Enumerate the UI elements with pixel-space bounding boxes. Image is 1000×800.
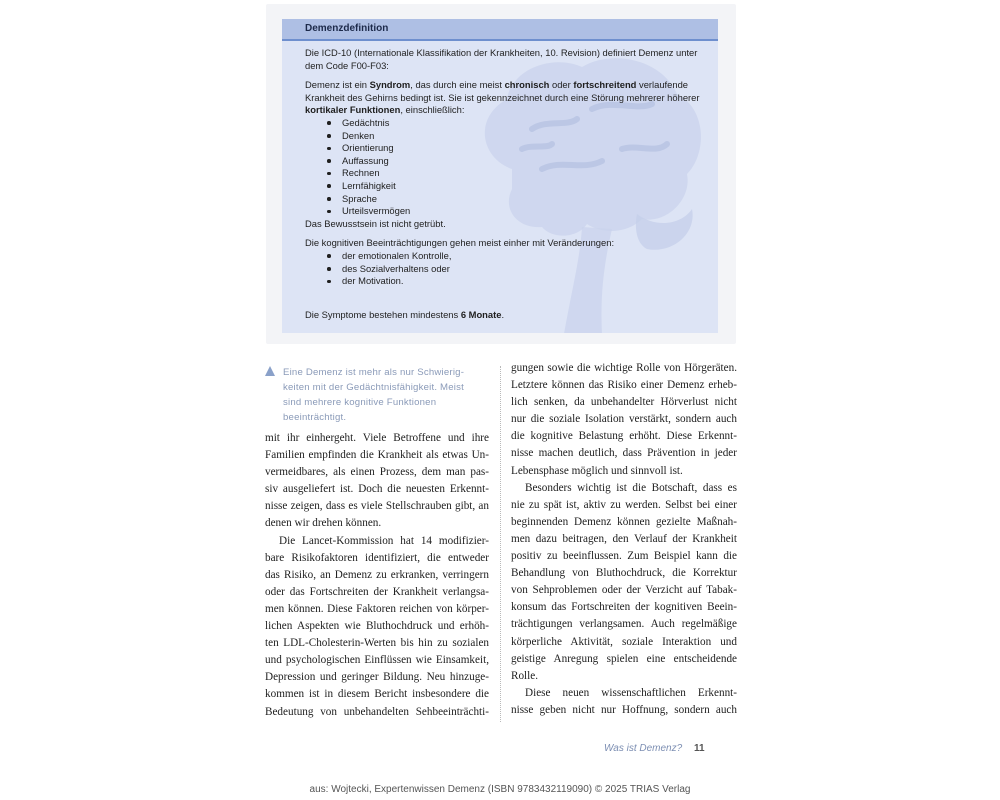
caption-line: beeinträchtigt. [283,412,347,423]
cortical-functions-list [305,117,705,218]
text-line: kommen ist in diesem Bericht insbesondere die [265,688,489,701]
paragraph [511,360,737,480]
text-line: denen wir drehen können. [265,517,382,530]
caption-line: Eine Demenz ist mehr als nur Schwierig- [283,367,465,378]
text-line: körperliche Aktivität, soziale Interaktion und [511,635,737,648]
text-line: ten LDL-Cholesterin-Werten bis hin zu sozialen [265,637,489,650]
list-item: Sprache [305,193,705,206]
running-footer-chapter: Was ist Demenz? [604,743,683,754]
paragraph [511,685,737,719]
text-line: Depression und geringer Bildung. Neu hinzuge- [265,671,489,684]
text-line: und psychologischen Einflüssen wie Einsamkeit, [265,654,489,667]
definition-box-body [282,41,718,333]
text-line: das Risiko, an Demenz zu erkranken, verringern [265,568,489,581]
text-line: bare Risikofaktoren identifiziert, die entweder [265,551,489,564]
text-line: men können. Diese Faktoren reichen von körper- [265,602,489,615]
text-line: Die Lancet-Kommission hat 14 modifizier- [279,534,489,547]
text-line: Behandlung von Bluthochdruck, die Korrektur [511,567,737,580]
left-column [265,430,489,721]
text-line: Diese neuen wissenschaftlichen Erkennt- [525,686,737,699]
paragraph [265,430,489,533]
definition-text [305,47,705,321]
text-line: lich senken, da unbehandelter Hörverlust nicht [511,396,737,409]
text-line: konsum das Fortschreiten der kognitiven Beein- [511,601,737,614]
source-attribution: aus: Wojtecki, Expertenwissen Demenz (ISBN 9783432119090) © 2025 TRIAS Verlag [309,784,691,795]
text-line: oder das Fortschreiten der Krankheit verlangsa- [265,585,489,598]
text-line: beginnenden Demenz können gezielte Maßnah- [511,515,737,528]
syndrome-definition: Demenz ist ein Syndrom, das durch eine meist chronisch oder fortschreitend verlaufende Krankheit des Gehirns bedingt ist. Sie ist gekennzeichnet durch eine Störung mehrerer höherer kortikaler Funktionen, einschließlich: [305,79,700,116]
list-item: Gedächtnis [305,117,705,130]
column-divider [500,366,501,722]
text-line: mit ihr einhergeht. Viele Betroffene und ihre [265,432,489,444]
list-item: des Sozialverhaltens oder [305,263,705,276]
list-item: Auffassung [305,155,705,168]
text-line: lichen Aspekten wie Bluthochdruck und erhöh- [265,620,489,633]
text-line: Lebensphase möglich und sinnvoll ist. [511,464,683,477]
text-line: nur die soziale Isolation verstärkt, sondern auch [511,413,737,426]
figure-caption [283,365,493,425]
text-line: siv ausgeliefert ist. Doch die neuesten Erkennt- [265,483,489,496]
list-item: Orientierung [305,142,705,155]
caption-triangle-icon [265,366,275,376]
text-line: trächtigungen verlangsamen. Auch regelmäßige [511,618,737,631]
list-item: der Motivation. [305,275,705,288]
text-line: vermeidbares, als einen Prozess, dem man pas- [265,466,489,479]
text-line: men dazu beitragen, den Verlauf der Krankheit [511,532,737,545]
list-item: Rechnen [305,167,705,180]
text-line: Letztere können das Risiko einer Demenz erheb- [511,379,737,392]
list-item: Denken [305,130,705,143]
text-line: Familien empfinden die Krankheit als etwas Un- [265,449,489,462]
caption-line: sind mehrere kognitive Funktionen [283,397,437,408]
paragraph [265,533,489,721]
page-number: 11 [694,743,705,754]
text-line: die kognitive Belastung erhöht. Diese Erkennt- [511,430,737,443]
text-line: von Sehproblemen oder der Verzicht auf Tabak- [511,584,737,597]
consciousness-note: Das Bewusstsein ist nicht getrübt. [305,217,446,229]
text-line: positiv zu beeinflussen. Zum Beispiel kann die [511,550,737,563]
text-line: Bedeutung von unbehandelten Sehbeeinträchti- [265,705,489,718]
text-line: nisse zeigen, dass es viele Stellschrauben gibt, an [265,500,489,513]
text-line: geistige Anregung spielen eine entscheidende [511,652,737,665]
text-line: Besonders wichtig ist die Botschaft, dass es [525,481,737,494]
paragraph [511,480,737,685]
text-line: nisse geben nicht nur Hoffnung, sondern auch [511,703,737,716]
right-column [511,360,737,719]
list-item: Lernfähigkeit [305,180,705,193]
changes-intro: Die kognitiven Beeinträchtigungen gehen meist einher mit Veränderungen: [305,237,615,249]
text-line: nie zu spät ist, aktiv zu werden. Selbst bei einer [511,498,737,511]
text-line: gungen sowie die wichtige Rolle von Hörgeräten. [511,362,737,374]
definition-box-title: Demenzdefinition [305,23,389,34]
caption-line: keiten mit der Gedächtnisfähigkeit. Meist [283,382,464,393]
list-item: der emotionalen Kontrolle, [305,250,705,263]
definition-box-header [282,19,718,41]
symptom-duration: Die Symptome bestehen mindestens 6 Monate. [305,308,505,320]
changes-list [305,250,705,288]
text-line: nisse machen deutlich, dass Prävention in jeder [511,447,737,460]
text-line: Rolle. [511,669,539,682]
icd-intro: Die ICD-10 (Internationale Klassifikation der Krankheiten, 10. Revision) definiert Demenz unter dem Code F00-F03: [305,47,698,71]
list-item: Urteilsvermögen [305,205,705,218]
